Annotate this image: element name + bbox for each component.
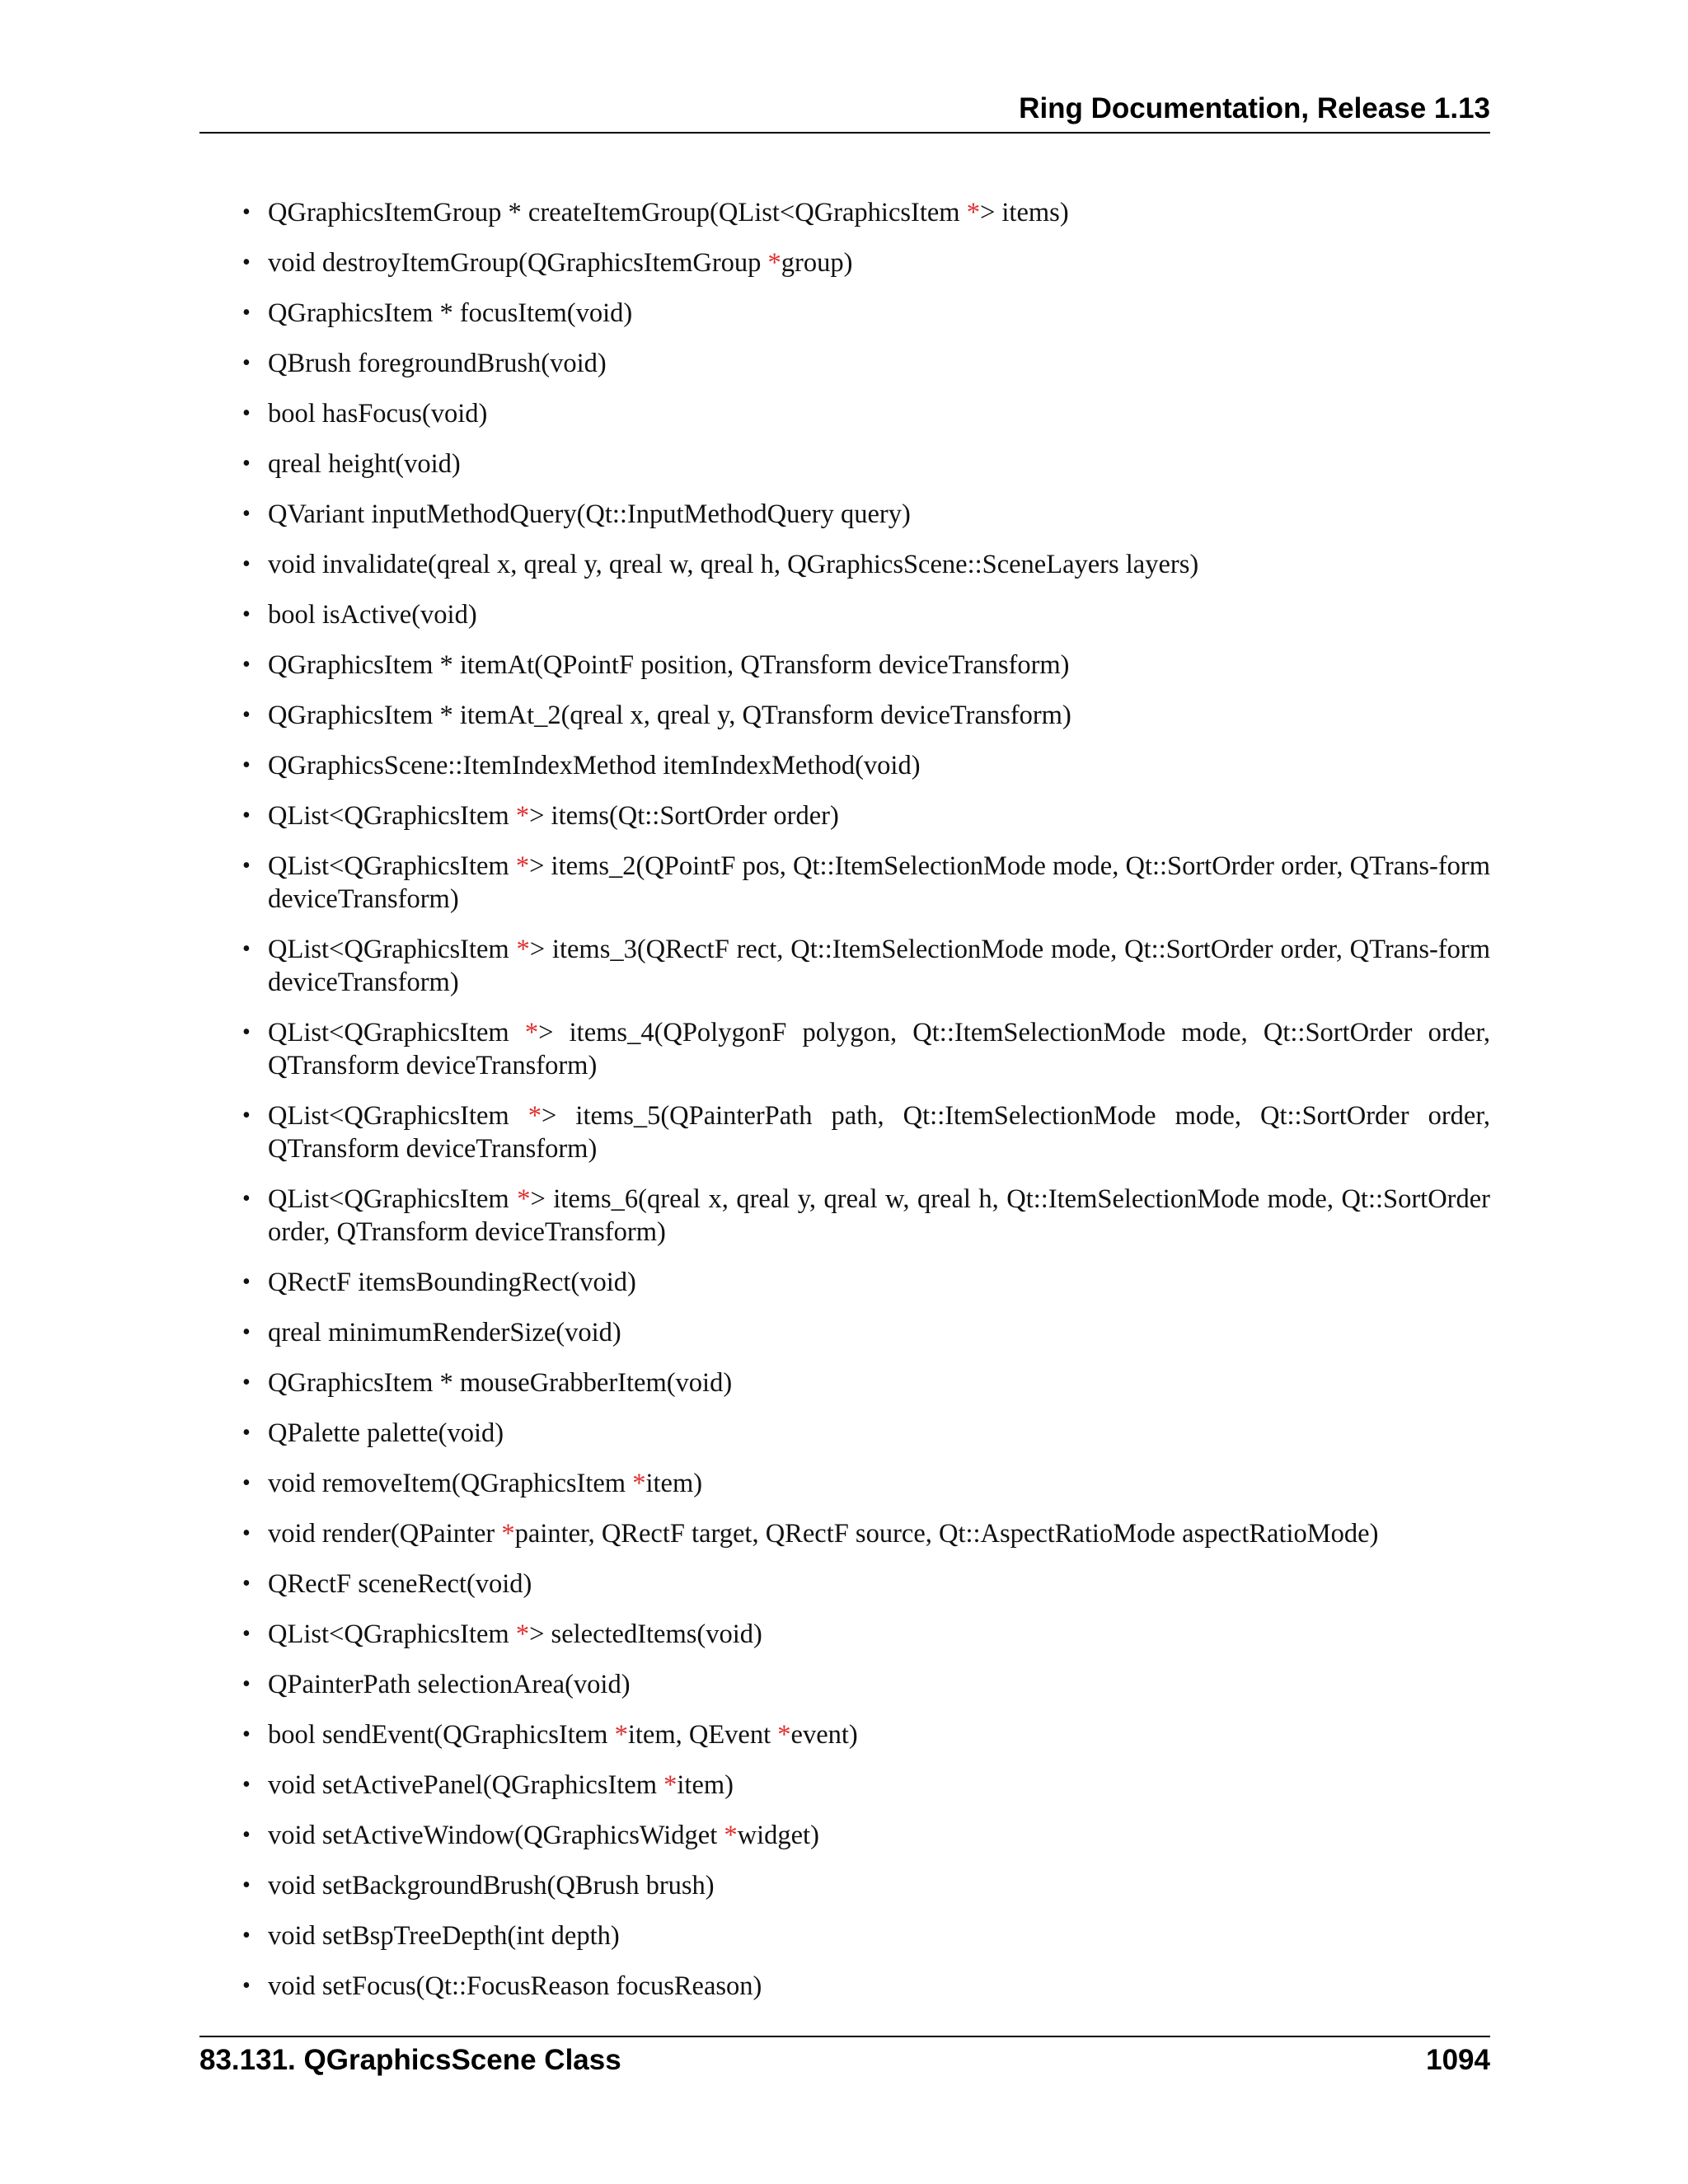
method-list-item [199, 1769, 1490, 1802]
pointer-asterisk: * [663, 1770, 678, 1800]
bullet-icon: • [242, 1722, 251, 1747]
bullet-icon: • [242, 602, 251, 627]
header-title: Ring Documentation, Release 1.13 [1019, 92, 1490, 124]
bullet-icon: • [242, 401, 251, 426]
method-signature-text: item) [645, 1469, 703, 1498]
bullet-icon: • [242, 1521, 251, 1546]
pointer-asterisk: * [724, 1821, 738, 1850]
bullet-icon: • [242, 803, 251, 828]
method-list-item [199, 1016, 1490, 1082]
footer-section-title: 83.131. QGraphicsScene Class [199, 2044, 621, 2076]
bullet-icon: • [242, 1370, 251, 1395]
method-list-item [199, 347, 1490, 380]
bullet-icon: • [242, 1019, 251, 1045]
method-list-item [199, 1869, 1490, 1902]
method-signature-text: > items_5(QPainterPath path, Qt::ItemSelectionMode mode, Qt::SortOrder order, QTransform deviceTransform) [268, 1101, 1490, 1164]
pointer-asterisk: * [528, 1101, 542, 1131]
pointer-asterisk: * [777, 1720, 791, 1750]
method-list-item [199, 799, 1490, 832]
method-signature-text: QList<QGraphicsItem [268, 851, 516, 881]
method-signature-text: QList<QGraphicsItem [268, 935, 517, 964]
method-list-item [199, 598, 1490, 631]
bullet-icon: • [242, 1103, 251, 1128]
method-signature-text: > items) [979, 198, 1069, 227]
running-header [199, 91, 1490, 134]
bullet-icon: • [242, 1571, 251, 1596]
bullet-icon: • [242, 1973, 251, 1999]
bullet-icon: • [242, 250, 251, 275]
method-signature-text: bool sendEvent(QGraphicsItem [268, 1720, 615, 1750]
method-list-item [199, 649, 1490, 682]
bullet-icon: • [242, 702, 251, 728]
method-list-item [199, 1417, 1490, 1450]
pointer-asterisk: * [966, 198, 980, 227]
bullet-icon: • [242, 853, 251, 879]
bullet-icon: • [242, 451, 251, 476]
bullet-icon: • [242, 936, 251, 962]
pointer-asterisk: * [614, 1720, 628, 1750]
method-signature-text: void destroyItemGroup(QGraphicsItemGroup [268, 248, 768, 278]
bullet-icon: • [242, 501, 251, 527]
method-list-item [199, 1568, 1490, 1601]
method-list-item [199, 1517, 1490, 1550]
method-signature-text: void setBspTreeDepth(int depth) [268, 1921, 620, 1951]
bullet-icon: • [242, 1420, 251, 1446]
method-signature-text: void removeItem(QGraphicsItem [268, 1469, 633, 1498]
method-signature-text: item, QEvent [627, 1720, 778, 1750]
method-list-item [199, 1819, 1490, 1852]
bullet-icon: • [242, 652, 251, 677]
pointer-asterisk: * [515, 1619, 530, 1649]
method-signature-text: > selectedItems(void) [529, 1619, 762, 1649]
bullet-icon: • [242, 1470, 251, 1496]
method-signature-text: void render(QPainter [268, 1519, 502, 1549]
pointer-asterisk: * [501, 1519, 515, 1549]
method-signature-text: void invalidate(qreal x, qreal y, qreal w, qreal h, QGraphicsScene::SceneLayers layers) [268, 550, 1199, 579]
bullet-icon: • [242, 752, 251, 778]
pointer-asterisk: * [517, 1184, 531, 1214]
running-footer [199, 2036, 1490, 2087]
bullet-icon: • [242, 300, 251, 326]
method-list-item [199, 699, 1490, 732]
pointer-asterisk: * [767, 248, 781, 278]
method-list-item [199, 498, 1490, 531]
method-signature-text: void setBackgroundBrush(QBrush brush) [268, 1871, 715, 1900]
bullet-icon: • [242, 199, 251, 225]
pointer-asterisk: * [515, 801, 530, 831]
method-signature-text: void setActivePanel(QGraphicsItem [268, 1770, 664, 1800]
method-list-item [199, 933, 1490, 999]
method-signature-text: QGraphicsItem * itemAt(QPointF position, QTransform deviceTransform) [268, 650, 1070, 680]
method-signature-text: QGraphicsItem * mouseGrabberItem(void) [268, 1368, 733, 1398]
method-signature-text: item) [677, 1770, 734, 1800]
method-signature-text: QList<QGraphicsItem [268, 1184, 518, 1214]
method-signature-text: event) [790, 1720, 858, 1750]
method-list-item [199, 196, 1490, 229]
method-signature-text: > items_3(QRectF rect, Qt::ItemSelectionMode mode, Qt::SortOrder order, QTrans-form deviceTransform) [268, 935, 1490, 997]
method-signature-text: QVariant inputMethodQuery(Qt::InputMethodQuery query) [268, 499, 911, 529]
bullet-icon: • [242, 1186, 251, 1212]
method-signature-text: QPalette palette(void) [268, 1418, 504, 1448]
pointer-asterisk: * [515, 851, 530, 881]
method-list-item [199, 1183, 1490, 1249]
pointer-asterisk: * [516, 935, 530, 964]
method-signature-text: > items_4(QPolygonF polygon, Qt::ItemSelectionMode mode, Qt::SortOrder order, QTransform deviceTransform) [268, 1018, 1490, 1080]
method-list-item [199, 1970, 1490, 2003]
method-signature-text: group) [781, 248, 853, 278]
method-list-item [199, 1668, 1490, 1701]
method-signature-text: qreal height(void) [268, 449, 461, 479]
bullet-icon: • [242, 1822, 251, 1848]
method-list-item [199, 548, 1490, 581]
bullet-icon: • [242, 1621, 251, 1647]
method-signature-text: void setFocus(Qt::FocusReason focusReason) [268, 1971, 762, 2001]
bullet-icon: • [242, 1319, 251, 1345]
method-signature-text: QGraphicsItem * focusItem(void) [268, 298, 633, 328]
bullet-icon: • [242, 1923, 251, 1948]
method-signature-text: bool isActive(void) [268, 600, 477, 630]
method-signature-text: QRectF sceneRect(void) [268, 1569, 532, 1599]
method-list-item [199, 749, 1490, 782]
method-list-item [199, 850, 1490, 916]
method-list-item [199, 1316, 1490, 1349]
method-list-item [199, 246, 1490, 279]
method-list-item [199, 1099, 1490, 1165]
method-signature-text: void setActiveWindow(QGraphicsWidget [268, 1821, 724, 1850]
method-list-item [199, 448, 1490, 480]
bullet-icon: • [242, 551, 251, 577]
method-list-item [199, 1366, 1490, 1399]
method-signature-text: QRectF itemsBoundingRect(void) [268, 1268, 636, 1297]
bullet-icon: • [242, 1772, 251, 1797]
method-signature-text: QGraphicsScene::ItemIndexMethod itemIndexMethod(void) [268, 751, 921, 780]
bullet-icon: • [242, 1671, 251, 1697]
method-signature-text: QList<QGraphicsItem [268, 801, 516, 831]
bullet-icon: • [242, 1269, 251, 1295]
bullet-icon: • [242, 350, 251, 376]
method-signature-text: QList<QGraphicsItem [268, 1101, 528, 1131]
method-list-item [199, 1618, 1490, 1651]
method-signature-text: QList<QGraphicsItem [268, 1018, 525, 1047]
method-signature-text: QPainterPath selectionArea(void) [268, 1670, 631, 1699]
method-signature-text: widget) [737, 1821, 819, 1850]
method-list [199, 196, 1490, 2020]
method-list-item [199, 1266, 1490, 1299]
method-signature-text: > items(Qt::SortOrder order) [529, 801, 839, 831]
method-list-item [199, 1718, 1490, 1751]
method-signature-text: QGraphicsItemGroup * createItemGroup(QList<QGraphicsItem [268, 198, 967, 227]
method-signature-text: QBrush foregroundBrush(void) [268, 349, 607, 378]
method-signature-text: QList<QGraphicsItem [268, 1619, 516, 1649]
method-list-item [199, 297, 1490, 330]
method-signature-text: > items_2(QPointF pos, Qt::ItemSelectionMode mode, Qt::SortOrder order, QTrans-form deviceTransform) [268, 851, 1490, 914]
method-signature-text: > items_6(qreal x, qreal y, qreal w, qreal h, Qt::ItemSelectionMode mode, Qt::SortOrder order, QTransform deviceTransform) [268, 1184, 1490, 1247]
method-list-item [199, 1467, 1490, 1500]
bullet-icon: • [242, 1872, 251, 1898]
pointer-asterisk: * [524, 1018, 539, 1047]
method-signature-text: bool hasFocus(void) [268, 399, 488, 429]
method-signature-text: qreal minimumRenderSize(void) [268, 1318, 621, 1347]
pointer-asterisk: * [632, 1469, 646, 1498]
method-list-item [199, 1919, 1490, 1952]
footer-page-number: 1094 [1426, 2044, 1490, 2076]
method-signature-text: QGraphicsItem * itemAt_2(qreal x, qreal y, QTransform deviceTransform) [268, 701, 1071, 730]
method-list-item [199, 397, 1490, 430]
method-signature-text: painter, QRectF target, QRectF source, Qt::AspectRatioMode aspectRatioMode) [514, 1519, 1379, 1549]
